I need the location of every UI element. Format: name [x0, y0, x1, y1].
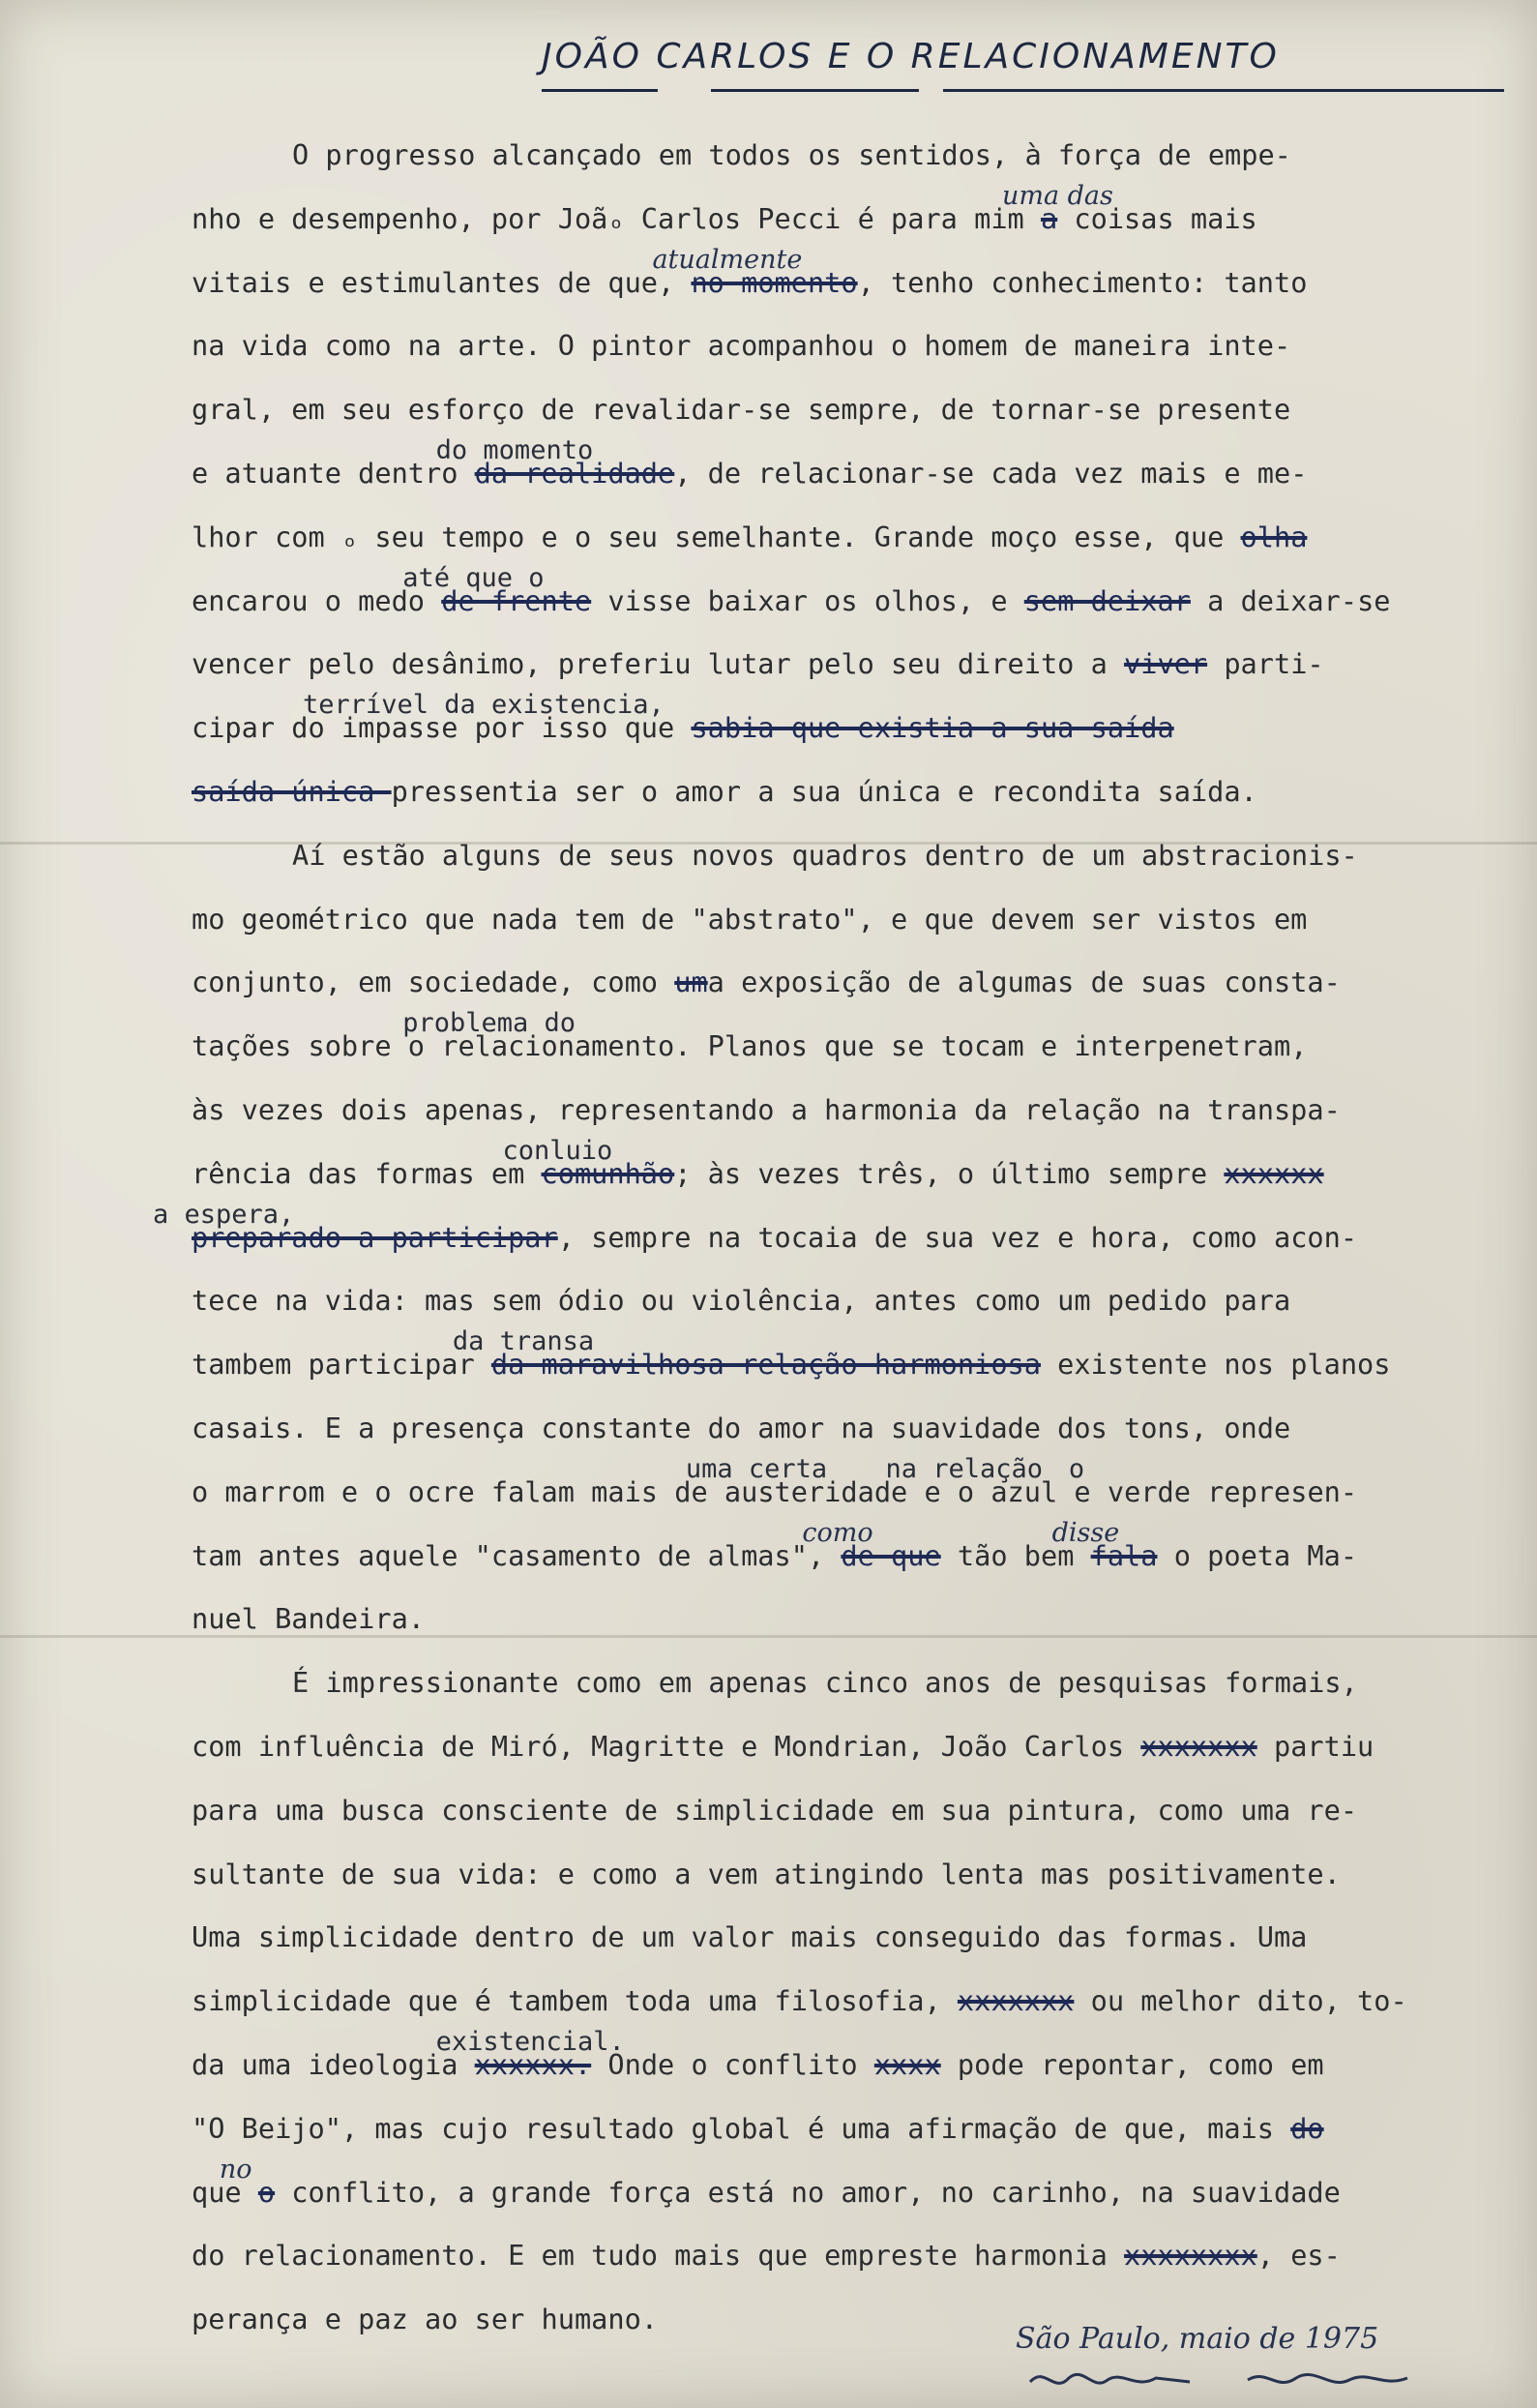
insertion-text: existencial.: [435, 2026, 625, 2057]
typed-line: [192, 244, 1536, 315]
typed-text: nuel Bandeira.: [192, 1602, 426, 1636]
typed-text: , es-: [1256, 2239, 1341, 2273]
typed-text: É impressionante como em apenas cinco anos de pesquisas formais,: [292, 1666, 1358, 1700]
typed-text: o marrom e o ocre falam mais de: [192, 1474, 724, 1508]
typed-text: O progresso alcançado em todos os sentidos, à força de empe-: [292, 138, 1291, 171]
typed-text: impasse por isso que: [340, 711, 692, 745]
typed-line: [192, 1651, 1536, 1715]
typed-line: [192, 124, 1536, 188]
typed-line: [192, 378, 1536, 442]
typed-text: Uma simplicidade dentro de um valor mais conseguido das formas. Uma: [192, 1920, 1308, 1954]
typed-text: tam antes aquele "casamento de almas",: [192, 1538, 842, 1572]
struck-text: xxxxxxx: [1140, 1729, 1257, 1763]
typed-text: mo geométrico que nada tem de "abstrato", e que devem ser vistos em: [192, 902, 1308, 936]
typed-text: casais. E a presença constante do amor na suavidade dos tons, onde: [192, 1411, 1291, 1444]
typed-line: [192, 506, 1536, 570]
signature-scrawl: [1025, 2361, 1490, 2399]
typed-line: [192, 1906, 1536, 1970]
typed-text: austeridade: [724, 1474, 925, 1508]
insertion-text: a espera,: [153, 1199, 295, 1230]
struck-text: fala: [1090, 1538, 1158, 1572]
insertion-text: disse: [1051, 1517, 1120, 1548]
typed-line: [192, 1269, 1536, 1333]
typed-line: [192, 824, 1536, 888]
struck-text: o: [257, 2175, 276, 2209]
typed-line: [192, 180, 1536, 252]
typed-text: nho e desempenho, por Joãₒ Carlos Pecci é para mim: [192, 201, 1041, 235]
typed-line: [192, 562, 1536, 634]
typed-text: conjunto, em sociedade, como: [192, 966, 675, 999]
typed-text: a exposição de algumas de suas consta-: [707, 966, 1341, 999]
typed-text: simplicidade que é tambem toda uma filosofia,: [192, 1984, 958, 2018]
typed-text: vitais e estimulantes de que,: [192, 265, 692, 299]
typed-text: perança e paz ao ser humano.: [192, 2303, 659, 2336]
typed-text: da uma ideologia: [192, 2047, 475, 2081]
struck-text: preparado a participar: [192, 1220, 558, 1254]
typed-line: [192, 434, 1536, 506]
typed-line: [192, 1326, 1536, 1397]
insertion-text: uma das: [1001, 180, 1113, 211]
typed-text: "O Beijo", mas cujo resultado global é uma afirmação de que, mais: [192, 2111, 1291, 2145]
struck-text: no momento: [691, 265, 858, 299]
typed-text: às vezes dois apenas, representando a harmonia da relação na transpa-: [192, 1092, 1341, 1126]
typed-line: [192, 314, 1536, 378]
typed-text: o poeta Ma-: [1157, 1538, 1358, 1572]
typed-text: existente nos planos: [1040, 1348, 1391, 1382]
typed-line: [192, 951, 1536, 1015]
insertion-text: problema do: [402, 1008, 576, 1039]
struck-text: da maravilhosa relação harmoniosa: [490, 1348, 1041, 1382]
typed-text: visse baixar os olhos, e: [591, 583, 1024, 617]
typed-text: que: [192, 2175, 258, 2209]
typed-line: [192, 1453, 1536, 1525]
typed-line: [192, 1779, 1536, 1843]
struck-text: saída única: [192, 774, 392, 808]
typed-text: ; às vezes três, o último sempre: [674, 1156, 1225, 1190]
typed-text: tações sobre o: [192, 1029, 442, 1063]
typed-text: , sempre na tocaia de sua vez e hora, como acon-: [557, 1220, 1358, 1254]
insertion-text: da transa: [452, 1326, 595, 1357]
struck-text: viver: [1124, 647, 1208, 681]
struck-text: olha: [1240, 520, 1308, 553]
typed-text: e atuante dentro: [192, 456, 475, 490]
typed-line: [192, 1715, 1536, 1779]
typed-line: [153, 1199, 1536, 1270]
typed-text: tão bem: [940, 1538, 1091, 1572]
typed-line: [192, 888, 1536, 952]
struck-text: xxxxxxxx: [1124, 2239, 1257, 2273]
typed-line: [192, 2224, 1536, 2288]
insertion-text: do momento: [435, 434, 594, 465]
struck-text: xxxxxxx: [957, 1984, 1075, 2018]
typed-text: e o azul e: [924, 1474, 1108, 1508]
struck-text: da realidade: [474, 456, 675, 490]
insertion-text: uma certa: [685, 1453, 828, 1484]
typed-text: Aí estão alguns de seus novos quadros dentro de um abstracionis-: [292, 838, 1358, 872]
typed-text: do relacionamento. E em tudo mais que empreste harmonia: [192, 2239, 1125, 2273]
struck-text: do: [1290, 2111, 1324, 2145]
typed-text: encarou o medo: [192, 583, 442, 617]
typed-text: tece na vida: mas sem ódio ou violência, antes como um pedido para: [192, 1284, 1291, 1318]
typed-text: para uma busca consciente de simplicidade em sua pintura, como uma re-: [192, 1793, 1358, 1827]
typed-line: [192, 1079, 1536, 1143]
typed-text: verde represen-: [1107, 1474, 1358, 1508]
typed-text: relacionamento. Planos que se tocam e interpenetram,: [441, 1029, 1308, 1063]
typed-text: partiu: [1256, 1729, 1374, 1763]
typed-line: [192, 1517, 1536, 1589]
typed-text: lhor com ₒ seu tempo e o seu semelhante. Grande moço esse, que: [192, 520, 1241, 553]
typed-line: [192, 1970, 1536, 2034]
insertion-text: como: [802, 1517, 873, 1548]
typed-line: [192, 1843, 1536, 1907]
typed-text: pressentia ser o amor a sua única e recondita saída.: [391, 774, 1257, 808]
struck-text: sem deixar: [1023, 583, 1191, 617]
title-underline: [542, 89, 658, 92]
typed-text: coisas mais: [1057, 201, 1257, 235]
struck-text: comunhão: [541, 1156, 675, 1190]
page-title: JOÃO CARLOS E O RELACIONAMENTO: [542, 37, 1280, 76]
typed-text: Onde o conflito: [591, 2047, 874, 2081]
typed-line: [192, 1588, 1536, 1651]
typed-text: na vida como na arte. O pintor acompanhou o homem de maneira inte-: [192, 329, 1291, 363]
typed-line: [192, 2026, 1536, 2097]
struck-text: sabia que existia a sua saída: [691, 711, 1174, 745]
typed-line: [192, 760, 1536, 824]
struck-text: um: [674, 966, 708, 999]
struck-text: xxxx: [873, 2047, 941, 2081]
typed-text: pode repontar, como em: [940, 2047, 1324, 2081]
typed-text: vencer pelo desânimo, preferiu lutar pelo seu direito a: [192, 647, 1125, 681]
title-underline: [943, 89, 1504, 92]
insertion-text: no: [219, 2154, 252, 2185]
typed-line: [192, 1008, 1536, 1079]
typed-text: conflito, a grande força está no amor, no carinho, na suavidade: [275, 2175, 1341, 2209]
typed-line: [192, 633, 1536, 697]
typed-body: [153, 124, 1536, 2352]
insertion-text: o: [1068, 1453, 1085, 1484]
typed-text: , de relacionar-se cada vez mais e me-: [674, 456, 1308, 490]
insertion-text: na relação: [885, 1453, 1044, 1484]
typed-line: [192, 1135, 1536, 1206]
typed-line: [192, 690, 1536, 760]
struck-text: de que: [841, 1538, 941, 1572]
typed-text: a deixar-se: [1190, 583, 1391, 617]
typed-text: rência das formas em: [192, 1156, 542, 1190]
struck-text: xxxxxx.: [474, 2047, 592, 2081]
typed-text: , tenho conhecimento: tanto: [857, 265, 1308, 299]
insertion-text: atualmente: [652, 244, 803, 275]
typed-text: sultante de sua vida: e como a vem atingindo lenta mas positivamente.: [192, 1857, 1341, 1890]
title-underline: [711, 89, 919, 92]
struck-text: xxxxxx: [1224, 1156, 1324, 1190]
typed-text: gral, em seu esforço de revalidar-se sempre, de tornar-se presente: [192, 393, 1291, 427]
typed-text: ou melhor dito, to-: [1074, 1984, 1407, 2018]
struck-text: a: [1040, 201, 1058, 235]
typed-line: [192, 2154, 1536, 2225]
struck-text: de frente: [441, 583, 592, 617]
typed-text: cipar do: [192, 711, 341, 745]
typed-text: com influência de Miró, Magritte e Mondrian, João Carlos: [192, 1729, 1141, 1763]
typed-text: tambem participar: [192, 1348, 491, 1382]
typed-line: [192, 1397, 1536, 1461]
typed-text: parti-: [1207, 647, 1324, 681]
signature-place-date: São Paulo, maio de 1975: [1016, 2322, 1379, 2356]
insertion-text: terrível da existencia,: [302, 690, 665, 721]
insertion-text: até que o: [402, 562, 545, 593]
insertion-text: conluio: [502, 1135, 613, 1166]
typed-line: [192, 2097, 1536, 2161]
